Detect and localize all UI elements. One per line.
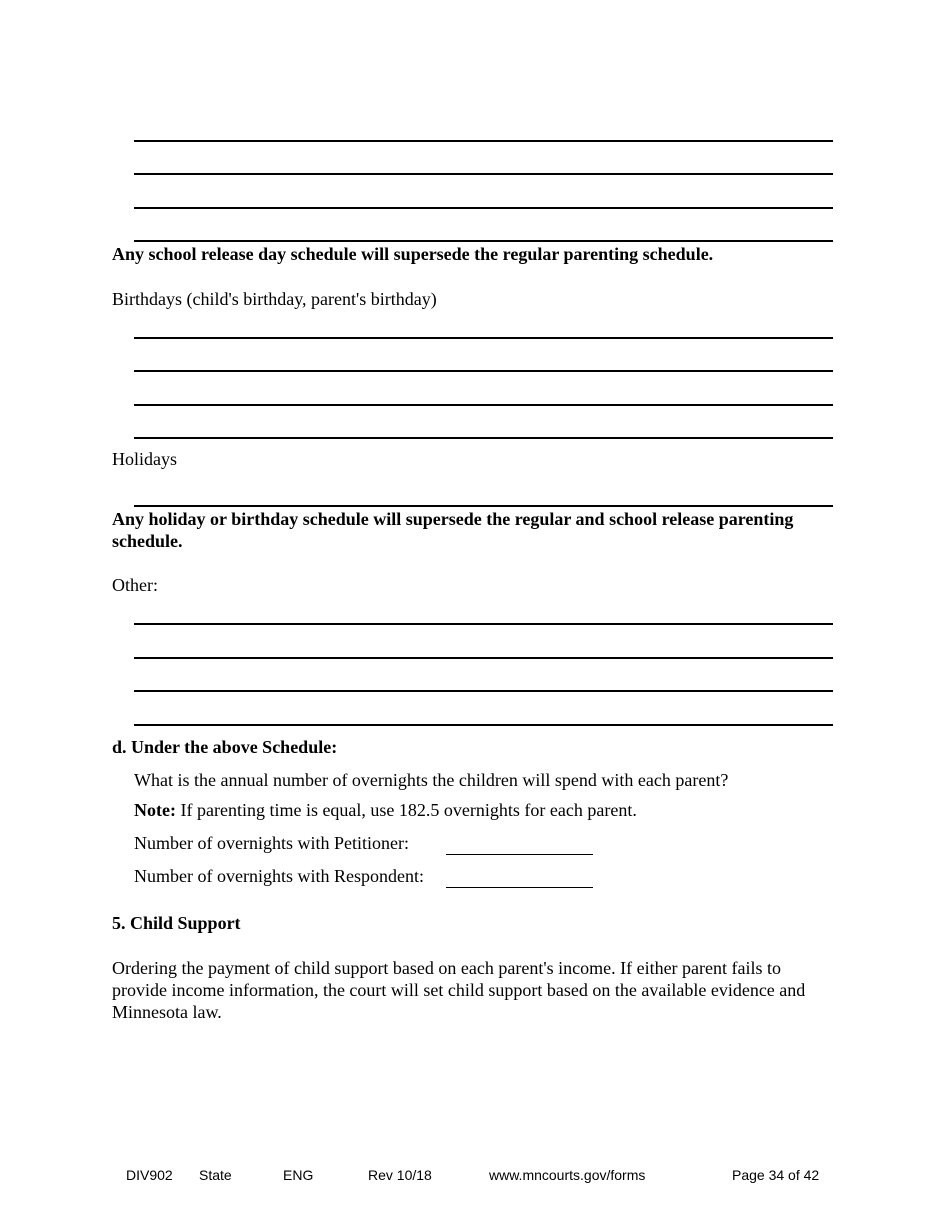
holidays-label: Holidays — [112, 449, 177, 469]
birthdays-line-3[interactable] — [134, 404, 833, 406]
footer-form-id: DIV902 — [126, 1167, 173, 1183]
overnights-question: What is the annual number of overnights the children will spend with each parent? — [134, 770, 729, 790]
parenting-time-note — [134, 799, 637, 821]
respondent-overnights-field[interactable] — [446, 887, 593, 888]
footer-revision: Rev 10/18 — [368, 1167, 432, 1183]
birthdays-line-4[interactable] — [134, 437, 833, 439]
birthdays-label: Birthdays (child's birthday, parent's birthday) — [112, 289, 437, 309]
footer-website: www.mncourts.gov/forms — [489, 1167, 646, 1183]
school-release-line-3[interactable] — [134, 207, 833, 209]
footer-language: ENG — [283, 1167, 314, 1183]
section-d-heading: d. Under the above Schedule: — [112, 737, 338, 757]
other-line-3[interactable] — [134, 690, 833, 692]
other-line-4[interactable] — [134, 724, 833, 726]
birthdays-line-2[interactable] — [134, 370, 833, 372]
other-label: Other: — [112, 575, 158, 595]
school-release-line-1[interactable] — [134, 140, 833, 142]
child-support-body: Ordering the payment of child support based on each parent's income. If either parent fails to provide income information, the court will set child support based on the available evidence and Minnesota law. — [112, 958, 806, 1022]
petitioner-overnights-label: Number of overnights with Petitioner: — [134, 833, 409, 853]
school-release-line-4[interactable] — [134, 240, 833, 242]
school-release-line-2[interactable] — [134, 173, 833, 175]
note-text: If parenting time is equal, use 182.5 overnights for each parent. — [175, 800, 637, 820]
birthdays-line-1[interactable] — [134, 337, 833, 339]
holiday-notice: Any holiday or birthday schedule will supersede the regular and school release parenting schedule. — [112, 509, 794, 551]
petitioner-overnights-field[interactable] — [446, 854, 593, 855]
respondent-overnights-label: Number of overnights with Respondent: — [134, 866, 424, 886]
note-label: Note: — [134, 800, 176, 820]
other-line-1[interactable] — [134, 623, 833, 625]
holidays-line-1[interactable] — [134, 505, 833, 507]
footer-jurisdiction: State — [199, 1167, 232, 1183]
school-release-notice: Any school release day schedule will supersede the regular parenting schedule. — [112, 244, 714, 264]
footer-page-number: Page 34 of 42 — [732, 1167, 820, 1183]
child-support-heading: 5. Child Support — [112, 913, 241, 933]
other-line-2[interactable] — [134, 657, 833, 659]
